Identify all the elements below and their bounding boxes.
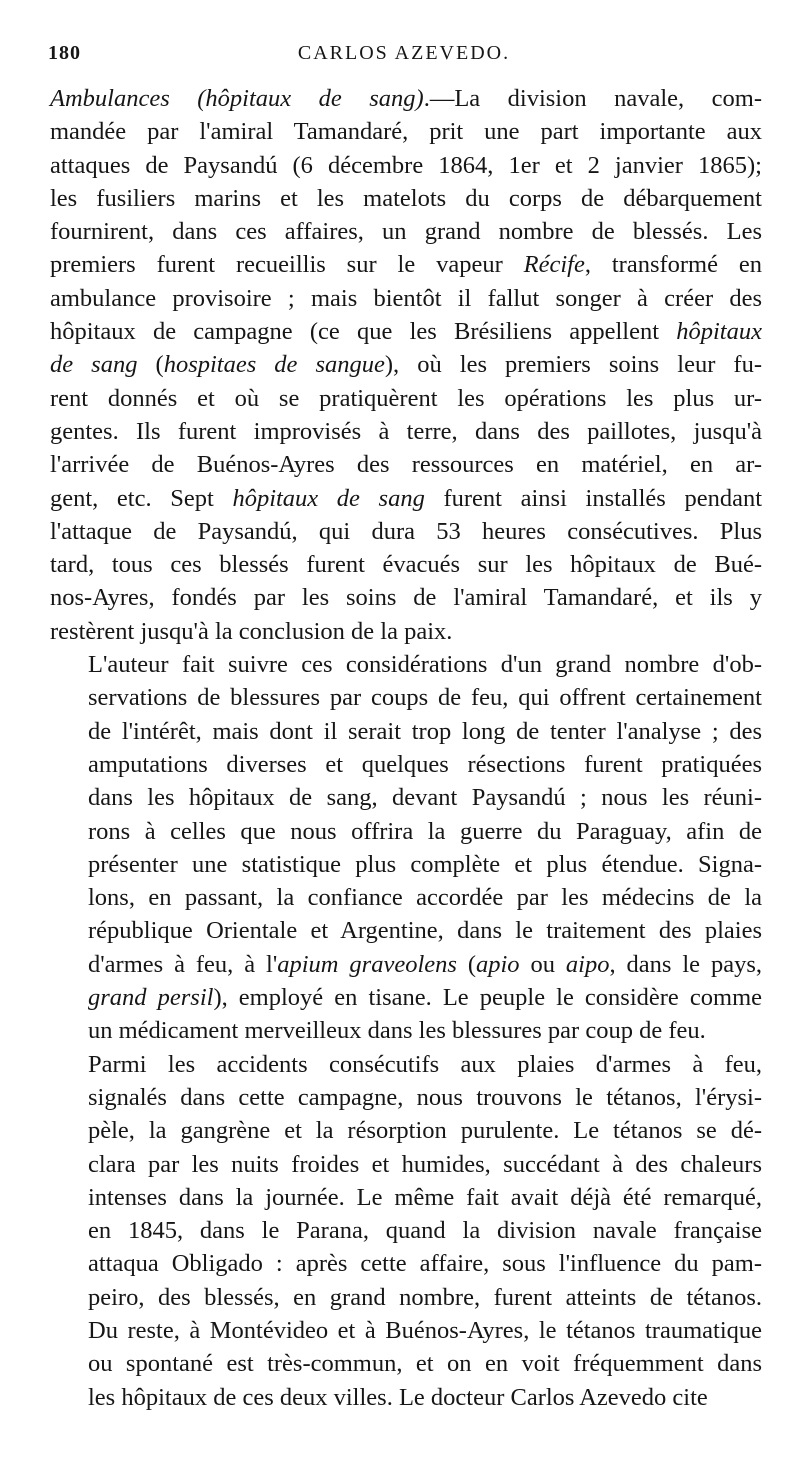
italic-text: grand persil xyxy=(88,984,214,1012)
italic-text: Ambulances (hôpitaux de sang) xyxy=(50,85,424,112)
text-line xyxy=(50,1114,762,1147)
text-line xyxy=(50,149,762,182)
running-head: CARLOS AZEVEDO. xyxy=(297,42,511,64)
text-line xyxy=(50,1081,762,1114)
text-line xyxy=(50,415,762,448)
text-line xyxy=(50,1381,762,1414)
text-run: rons à celles que nous offrira la guerre du Paraguay, afin de xyxy=(88,817,762,845)
text-line xyxy=(50,1214,762,1247)
text-run: signalés dans cette campagne, nous trouvons le tétanos, l'érysi- xyxy=(88,1083,762,1111)
text-line xyxy=(50,548,762,581)
text-line xyxy=(50,681,762,714)
text-line xyxy=(50,115,762,148)
italic-text: hospitaes de sangue xyxy=(163,351,385,379)
text-line xyxy=(50,282,762,315)
text-line xyxy=(50,482,762,515)
text-run: ), où les premiers soins leur fu- xyxy=(384,351,762,379)
paragraph xyxy=(50,82,762,648)
text-run: d'armes à feu, à l' xyxy=(88,950,278,978)
text-run: gentes. Ils furent improvisés à terre, dans des paillotes, jusqu'à xyxy=(50,417,762,445)
text-run: Du reste, à Montévideo et à Buénos-Ayres, le tétanos traumatique xyxy=(88,1316,762,1344)
text-run: , transformé en xyxy=(584,251,762,279)
text-run: ambulance provisoire ; mais bientôt il fallut songer à créer des xyxy=(50,284,762,312)
text-run: ( xyxy=(456,950,476,978)
text-line xyxy=(50,382,762,415)
italic-text: apio xyxy=(476,950,520,978)
text-run: fournirent, dans ces affaires, un grand nombre de blessés. Les xyxy=(50,218,762,246)
text-run: mandée par l'amiral Tamandaré, prit une part importante aux xyxy=(50,118,762,146)
text-run: Parmi les accidents consécutifs aux plaies d'armes à feu, xyxy=(88,1050,762,1078)
text-run: L'auteur fait suivre ces considérations d'un grand nombre d'ob- xyxy=(88,651,762,679)
text-line xyxy=(50,1014,762,1047)
text-run: l'attaque de Paysandú, qui dura 53 heures consécutives. Plus xyxy=(50,517,762,545)
text-line xyxy=(50,182,762,215)
text-line xyxy=(50,315,762,348)
text-run: hôpitaux de campagne (ce que les Brésiliens appellent xyxy=(50,318,677,346)
page-number: 180 xyxy=(48,42,81,64)
italic-text: hôpitaux xyxy=(676,318,762,346)
text-line xyxy=(50,914,762,947)
text-line xyxy=(50,1247,762,1280)
text-line xyxy=(50,82,762,115)
text-run: en 1845, dans le Parana, quand la division navale française xyxy=(88,1217,762,1245)
text-line xyxy=(50,948,762,981)
text-run: république Orientale et Argentine, dans le traitement des plaies xyxy=(88,917,762,945)
text-run: dans les hôpitaux de sang, devant Paysandú ; nous les réuni- xyxy=(88,784,762,812)
text-line xyxy=(50,981,762,1014)
text-line xyxy=(50,848,762,881)
text-run: amputations diverses et quelques résections furent pratiquées xyxy=(88,750,762,778)
text-run: .—La division navale, com- xyxy=(423,85,762,112)
text-run: clara par les nuits froides et humides, succédant à des chaleurs xyxy=(88,1150,762,1178)
italic-text: hôpitaux de sang xyxy=(232,484,425,512)
text-line xyxy=(50,515,762,548)
text-run: peiro, des blessés, en grand nombre, furent atteints de tétanos. xyxy=(88,1283,762,1311)
paragraph xyxy=(50,1048,762,1414)
text-run: les fusiliers marins et les matelots du corps de débarquement xyxy=(50,184,762,212)
text-line xyxy=(50,348,762,381)
text-line xyxy=(50,581,762,614)
text-run: ( xyxy=(137,351,164,379)
text-run: tard, tous ces blessés furent évacués sur les hôpitaux de Bué- xyxy=(50,551,762,579)
text-run: présenter une statistique plus complète et plus étendue. Signa- xyxy=(88,850,762,878)
text-run: ou xyxy=(519,950,566,978)
text-run: furent ainsi installés pendant xyxy=(424,484,763,512)
text-run: attaques de Paysandú (6 décembre 1864, 1er et 2 janvier 1865); xyxy=(50,151,762,179)
text-line xyxy=(50,748,762,781)
body-text xyxy=(50,82,762,1414)
text-run: nos-Ayres, fondés par les soins de l'amiral Tamandaré, et ils y xyxy=(50,584,762,612)
text-run: un médicament merveilleux dans les blessures par coup de feu. xyxy=(88,1017,706,1045)
text-run: ), employé en tisane. Le peuple le considère comme xyxy=(213,984,762,1012)
text-line xyxy=(50,1281,762,1314)
text-run: , dans le pays, xyxy=(609,950,763,978)
text-run: ou spontané est très-commun, et on en voit fréquemment dans xyxy=(88,1350,762,1378)
text-line xyxy=(50,615,762,648)
text-line xyxy=(50,1048,762,1081)
text-line xyxy=(50,1181,762,1214)
text-line xyxy=(50,1347,762,1380)
text-run: de l'intérêt, mais dont il serait trop long de tenter l'analyse ; des xyxy=(88,717,762,745)
italic-text: de sang xyxy=(50,351,138,379)
italic-text: apium graveolens xyxy=(277,950,457,978)
text-line xyxy=(50,1148,762,1181)
text-run: les hôpitaux de ces deux villes. Le docteur Carlos Azevedo cite xyxy=(88,1383,708,1411)
text-run: lons, en passant, la confiance accordée par les médecins de la xyxy=(88,884,762,912)
text-line xyxy=(50,1314,762,1347)
text-line xyxy=(50,448,762,481)
text-line xyxy=(50,881,762,914)
page-header xyxy=(48,42,760,76)
italic-text: Récife xyxy=(523,251,585,279)
text-run: servations de blessures par coups de feu, qui offrent certainement xyxy=(88,684,762,712)
text-run: l'arrivée de Buénos-Ayres des ressources en matériel, en ar- xyxy=(50,451,762,479)
italic-text: aipo xyxy=(565,950,610,978)
text-run: pèle, la gangrène et la résorption purulente. Le tétanos se dé- xyxy=(88,1117,762,1145)
text-line xyxy=(50,815,762,848)
text-run: restèrent jusqu'à la conclusion de la paix. xyxy=(50,617,453,645)
text-run: gent, etc. Sept xyxy=(50,484,233,512)
paragraph xyxy=(50,648,762,1048)
text-run: attaqua Obligado : après cette affaire, sous l'influence du pam- xyxy=(88,1250,762,1278)
text-line xyxy=(50,781,762,814)
text-run: rent donnés et où se pratiquèrent les opérations les plus ur- xyxy=(50,384,762,412)
text-run: premiers furent recueillis sur le vapeur xyxy=(50,251,524,279)
text-run: intenses dans la journée. Le même fait avait déjà été remarqué, xyxy=(88,1183,762,1211)
text-line xyxy=(50,248,762,281)
text-line xyxy=(50,215,762,248)
text-line xyxy=(50,715,762,748)
text-line xyxy=(50,648,762,681)
